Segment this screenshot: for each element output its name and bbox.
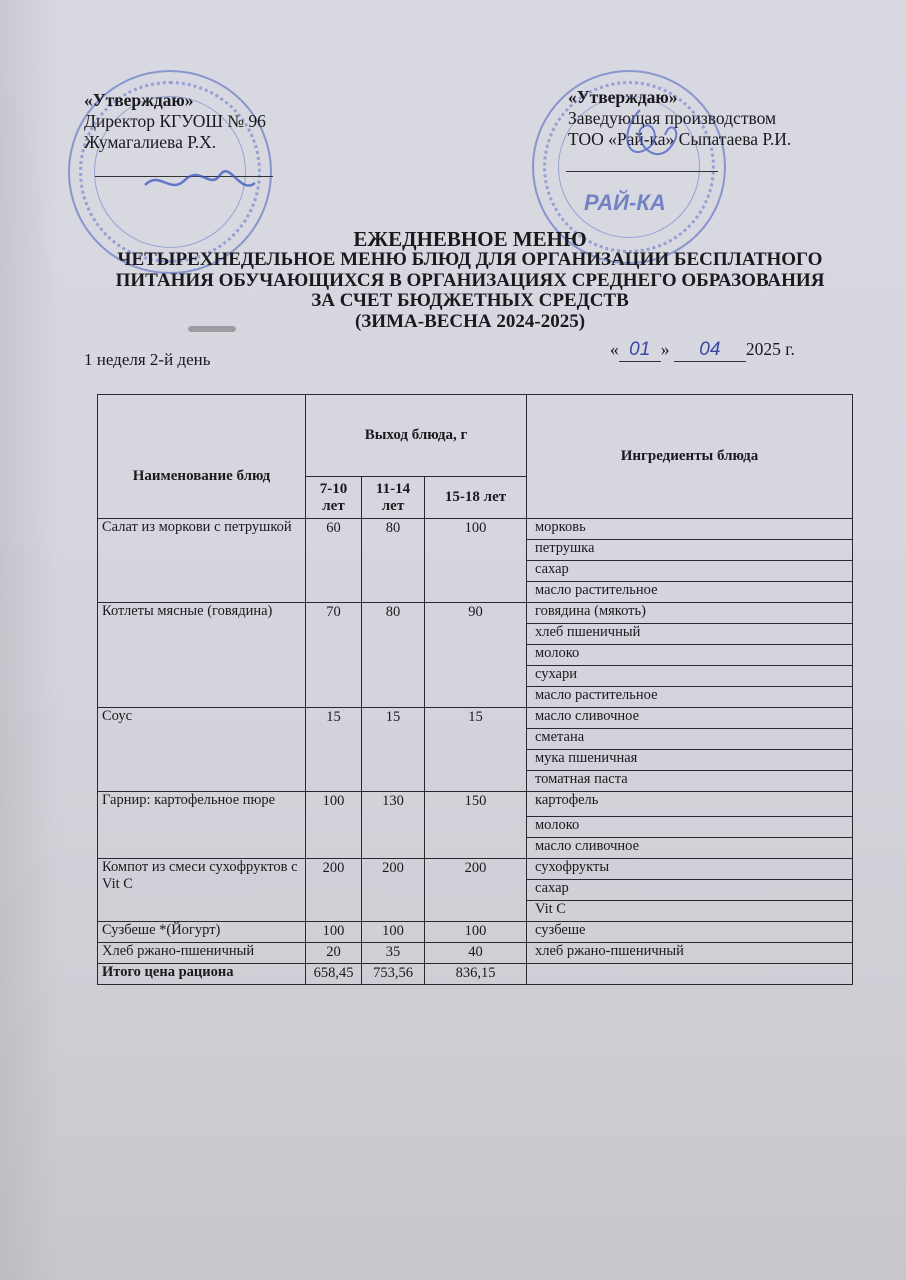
approval-left bbox=[84, 90, 266, 153]
yield-7-10: 100 bbox=[306, 922, 362, 943]
ingredient: мука пшеничная bbox=[527, 750, 853, 771]
total-7-10: 658,45 bbox=[306, 964, 362, 985]
ingredient: сухофрукты bbox=[527, 859, 853, 880]
yield-15-18: 15 bbox=[425, 708, 527, 792]
stamp-text: РАЙ-КА bbox=[584, 190, 666, 215]
yield-15-18: 150 bbox=[425, 792, 527, 859]
ingredient: молоко bbox=[527, 817, 853, 838]
subtitle-line: (ЗИМА-ВЕСНА 2024-2025) bbox=[354, 310, 586, 332]
date-day: 01 bbox=[619, 339, 661, 362]
ingredient: сухари bbox=[527, 666, 853, 687]
yield-11-14: 35 bbox=[362, 943, 425, 964]
header-age-7-10: 7-10 лет bbox=[306, 477, 362, 519]
yield-7-10: 200 bbox=[306, 859, 362, 922]
week-day-label: 1 неделя 2-й день bbox=[84, 350, 211, 369]
total-15-18: 836,15 bbox=[425, 964, 527, 985]
ingredient: сахар bbox=[527, 880, 853, 901]
page-title: ЕЖЕДНЕВНОЕ МЕНЮ bbox=[353, 227, 587, 251]
subtitle-line: ЧЕТЫРЕХНЕДЕЛЬНОЕ МЕНЮ БЛЮД ДЛЯ ОРГАНИЗАЦИИ БЕСПЛАТНОГО bbox=[117, 249, 823, 270]
dish-name: Котлеты мясные (говядина) bbox=[98, 603, 306, 708]
ingredient: сметана bbox=[527, 729, 853, 750]
page-subtitle bbox=[70, 250, 870, 332]
subtitle-line: ПИТАНИЯ ОБУЧАЮЩИХСЯ В ОРГАНИЗАЦИЯХ СРЕДНЕГО ОБРАЗОВАНИЯ bbox=[115, 269, 825, 291]
ingredient: говядина (мякоть) bbox=[527, 603, 853, 624]
yield-7-10: 100 bbox=[306, 792, 362, 859]
header-age-15-18: 15-18 лет bbox=[425, 477, 527, 519]
date-year: 2025 г. bbox=[745, 339, 795, 359]
yield-11-14: 80 bbox=[362, 603, 425, 708]
ingredient: масло растительное bbox=[527, 582, 853, 603]
total-11-14: 753,56 bbox=[362, 964, 425, 985]
approver-position: Заведующая производством bbox=[568, 108, 777, 128]
dish-name: Хлеб ржано-пшеничный bbox=[98, 943, 306, 964]
menu-table bbox=[97, 394, 853, 985]
yield-15-18: 200 bbox=[425, 859, 527, 922]
dish-name: Салат из моркови с петрушкой bbox=[98, 519, 306, 603]
approver-name: Жумагалиева Р.Х. bbox=[84, 132, 217, 152]
yield-11-14: 130 bbox=[362, 792, 425, 859]
yield-7-10: 60 bbox=[306, 519, 362, 603]
date-open-quote: « bbox=[610, 339, 619, 359]
yield-15-18: 100 bbox=[425, 922, 527, 943]
ingredient: масло растительное bbox=[527, 687, 853, 708]
ingredient: молоко bbox=[527, 645, 853, 666]
yield-15-18: 40 bbox=[425, 943, 527, 964]
yield-11-14: 100 bbox=[362, 922, 425, 943]
table-row bbox=[98, 708, 853, 729]
table-row bbox=[98, 922, 853, 943]
yield-11-14: 200 bbox=[362, 859, 425, 922]
print-mark-icon bbox=[188, 326, 236, 332]
menu-date bbox=[610, 339, 795, 362]
header-ingredients: Ингредиенты блюда bbox=[527, 395, 853, 519]
yield-15-18: 100 bbox=[425, 519, 527, 603]
ingredient: хлеб ржано-пшеничный bbox=[527, 943, 853, 964]
table-row bbox=[98, 603, 853, 624]
table-row bbox=[98, 792, 853, 817]
ingredient: петрушка bbox=[527, 540, 853, 561]
ingredient: Vit C bbox=[527, 901, 853, 922]
ingredient: сахар bbox=[527, 561, 853, 582]
approver-name: ТОО «Рай-ка» Сыпатаева Р.И. bbox=[568, 129, 792, 149]
ingredient: масло сливочное bbox=[527, 838, 853, 859]
header-dish-name: Наименование блюд bbox=[98, 395, 306, 519]
dish-name: Соус bbox=[98, 708, 306, 792]
yield-7-10: 70 bbox=[306, 603, 362, 708]
ingredient: морковь bbox=[527, 519, 853, 540]
ingredient: масло сливочное bbox=[527, 708, 853, 729]
dish-name: Сузбеше *(Йогурт) bbox=[98, 922, 306, 943]
ingredient: томатная паста bbox=[527, 771, 853, 792]
table-row bbox=[98, 519, 853, 540]
yield-7-10: 20 bbox=[306, 943, 362, 964]
approval-label: «Утверждаю» bbox=[84, 90, 194, 110]
table-header-row bbox=[98, 395, 853, 477]
signature-right-icon bbox=[610, 100, 690, 180]
ingredient: хлеб пшеничный bbox=[527, 624, 853, 645]
total-label: Итого цена рациона bbox=[98, 964, 306, 985]
header-age-11-14: 11-14 лет bbox=[362, 477, 425, 519]
dish-name: Гарнир: картофельное пюре bbox=[98, 792, 306, 859]
table-row bbox=[98, 943, 853, 964]
paper-shadow bbox=[0, 0, 60, 1280]
total-row bbox=[98, 964, 853, 985]
yield-11-14: 80 bbox=[362, 519, 425, 603]
ingredient: сузбеше bbox=[527, 922, 853, 943]
dish-name: Компот из смеси сухофруктов с Vit C bbox=[98, 859, 306, 922]
yield-11-14: 15 bbox=[362, 708, 425, 792]
date-month: 04 bbox=[674, 339, 746, 362]
yield-7-10: 15 bbox=[306, 708, 362, 792]
total-ingredients bbox=[527, 964, 853, 985]
subtitle-line: ЗА СЧЕТ БЮДЖЕТНЫХ СРЕДСТВ bbox=[311, 290, 629, 311]
yield-15-18: 90 bbox=[425, 603, 527, 708]
table-row bbox=[98, 859, 853, 880]
signature-left-icon bbox=[140, 165, 260, 205]
header-yield: Выход блюда, г bbox=[306, 395, 527, 477]
ingredient: картофель bbox=[527, 792, 853, 817]
approver-position: Директор КГУОШ № 96 bbox=[84, 111, 266, 131]
approval-label: «Утверждаю» bbox=[568, 87, 678, 107]
date-close-quote: » bbox=[660, 339, 670, 359]
